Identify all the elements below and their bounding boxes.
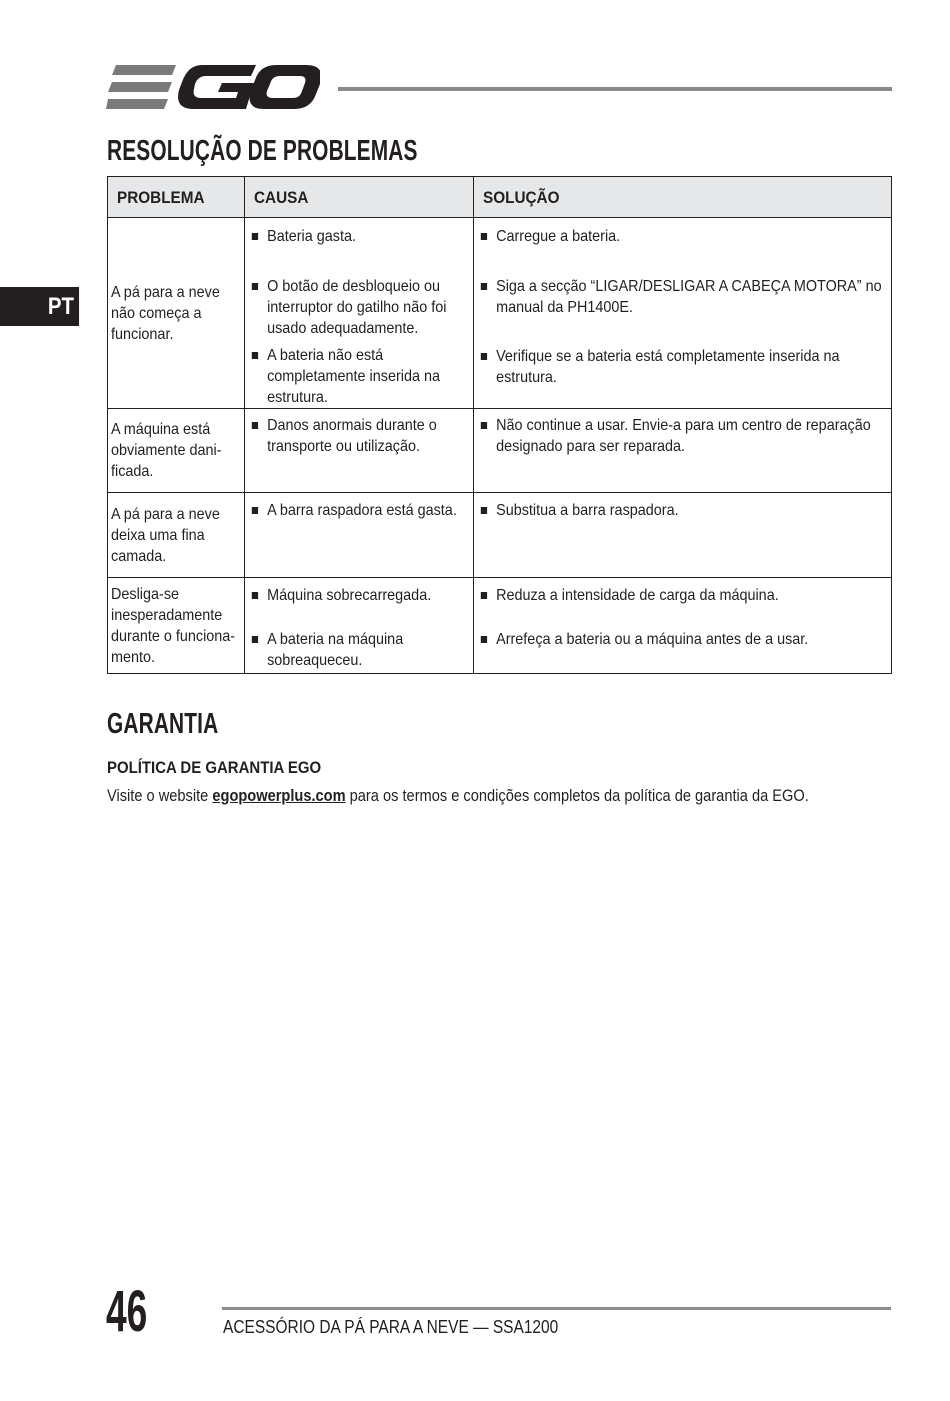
table-row [108,218,892,409]
language-tab: PT [0,287,79,326]
footer-doc-title: ACESSÓRIO DA PÁ PARA A NEVE — SSA1200 [223,1317,559,1337]
problem-cell: A pá para a neve deixa uma fina camada. [108,493,245,578]
warranty-text-before: Visite o website [107,786,213,805]
table-row [108,493,892,578]
bullet-icon [252,592,258,599]
cause-item: Danos anormais durante o transporte ou utilização. [250,415,465,457]
bullet-icon [481,507,487,514]
bullet-icon [252,507,258,514]
solution-cell [474,493,892,578]
column-header-solution: SOLUÇÃO [474,177,892,218]
solution-item: Não continue a usar. Envie-a para um centro de reparação designado para ser reparada. [479,415,883,457]
column-header-cause: CAUSA [245,177,474,218]
cause-cell [245,493,474,578]
bullet-icon [252,283,258,290]
warranty-text-after: para os termos e condições completos da política de garantia da EGO. [345,786,809,805]
column-header-problem: PROBLEMA [108,177,245,218]
bullet-icon [481,353,487,360]
cause-item: Máquina sobrecarregada. [250,585,465,606]
troubleshooting-table [107,176,892,674]
solution-item: Verifique se a bateria está completamente inserida na estrutura. [479,346,883,388]
cause-item: Bateria gasta. [250,226,465,247]
solution-item: Reduza a intensidade de carga da máquina. [479,585,883,606]
bullet-icon [252,422,258,429]
warranty-subtitle: POLÍTICA DE GARANTIA EGO [107,758,322,777]
solution-cell [474,578,892,674]
bullet-icon [252,636,258,643]
cause-cell [245,409,474,493]
bullet-icon [481,592,487,599]
cause-cell [245,218,474,409]
footer-rule [222,1307,891,1310]
solution-cell [474,218,892,409]
cause-item: O botão de desbloqueio ou interruptor do gatilho não foi usado adequadamente. [250,276,465,339]
solution-item: Siga a secção “LIGAR/DESLIGAR A CABEÇA MOTORA” no manual da PH1400E. [479,276,883,318]
warranty-text [107,786,809,806]
cause-item: A barra raspadora está gasta. [250,500,465,521]
page-number: 46 [106,1279,148,1344]
solution-item: Carregue a bateria. [479,226,883,247]
cause-cell [245,578,474,674]
website-link[interactable]: egopowerplus.com [212,786,346,805]
cause-item: A bateria na máquina sobreaqueceu. [250,629,465,671]
bullet-icon [252,233,258,240]
table-row [108,578,892,674]
warranty-title: GARANTIA [107,708,219,740]
problem-cell: Desliga-se inesperadamente durante o funciona-mento. [108,578,245,674]
ego-logo [106,62,320,114]
table-header-row [108,177,892,218]
solution-item: Substitua a barra raspadora. [479,500,883,521]
bullet-icon [481,636,487,643]
bullet-icon [252,352,258,359]
bullet-icon [481,422,487,429]
bullet-icon [481,233,487,240]
solution-cell [474,409,892,493]
bullet-icon [481,283,487,290]
problem-cell: A pá para a neve não começa a funcionar. [108,218,245,409]
troubleshooting-title: RESOLUÇÃO DE PROBLEMAS [107,135,418,167]
cause-item: A bateria não está completamente inserida na estrutura. [250,345,465,408]
solution-item: Arrefeça a bateria ou a máquina antes de a usar. [479,629,883,650]
problem-cell: A máquina está obviamente dani-ficada. [108,409,245,493]
table-row [108,409,892,493]
header-rule [338,87,892,91]
